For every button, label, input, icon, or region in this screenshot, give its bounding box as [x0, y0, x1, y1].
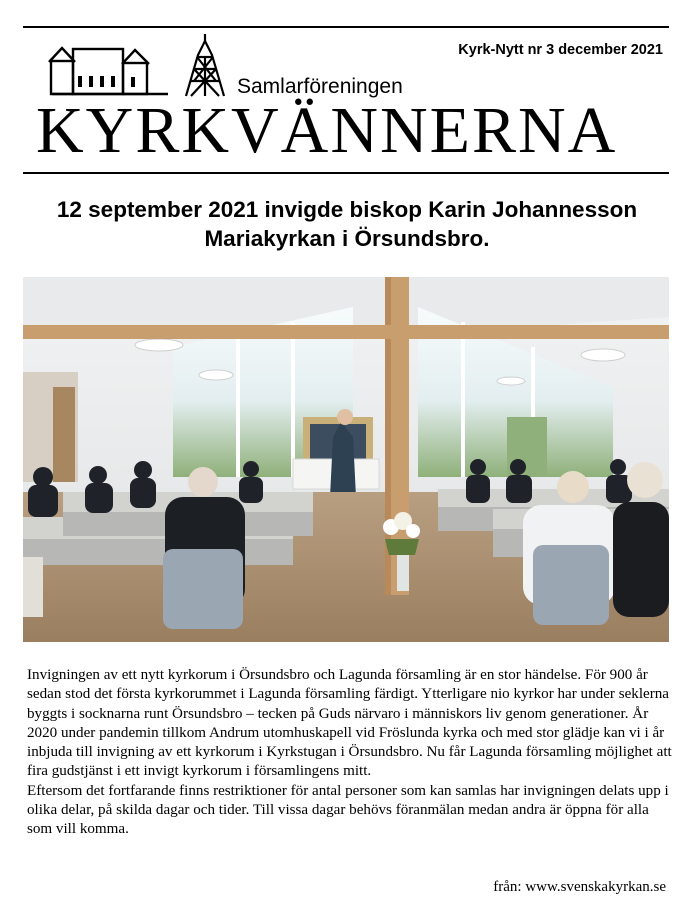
church-and-bell-tower-icon	[48, 33, 228, 99]
article-body	[27, 666, 672, 840]
headline-line-2: Mariakyrkan i Örsundsbro.	[204, 226, 490, 251]
org-prefix: Samlarföreningen	[237, 75, 403, 98]
article-paragraph-2: Eftersom det fortfarande finns restriktioner för antal personer som kan samlas har invigningen delats upp i olika delar, på skilda dagar och tider. Till vissa dagar behövs föranmälan medan andra är öppna för alla som vill komma.	[27, 782, 669, 838]
issue-line: Kyrk-Nytt nr 3 december 2021	[458, 42, 663, 58]
headline-line-1: 12 september 2021 invigde biskop Karin Johannesson	[56, 197, 638, 222]
masthead-rule	[23, 172, 669, 174]
masthead-title: KYRKVÄNNERNA	[36, 94, 618, 167]
photo-illustration	[23, 277, 669, 642]
top-rule	[23, 26, 669, 28]
source-credit: från: www.svenskakyrkan.se	[493, 879, 666, 895]
article-headline	[0, 195, 694, 253]
church-interior-photo	[23, 277, 669, 642]
article-paragraph-1: Invigningen av ett nytt kyrkorum i Örsundsbro och Lagunda församling är en stor händelse. För 900 år sedan stod det första kyrkorummet i Lagunda församling färdigt. Ytterligare nio kyrkor har under seklerna byggts i socknarna runt Örsundsbro – tecken på Guds närvaro i människors liv genom generationer. År 2020 under pandemin tillkom Andrum utomhuskapell vid Fröslunda kyrka och med stor glädje kan vi i år inbjuda till invigning av ett kyrkorum i Kyrkstugan i Örsundsbro. Nu får Lagunda församling möjlighet att fira gudstjänst i ett invigt kyrkorum i församlingens mitt.	[27, 667, 672, 780]
